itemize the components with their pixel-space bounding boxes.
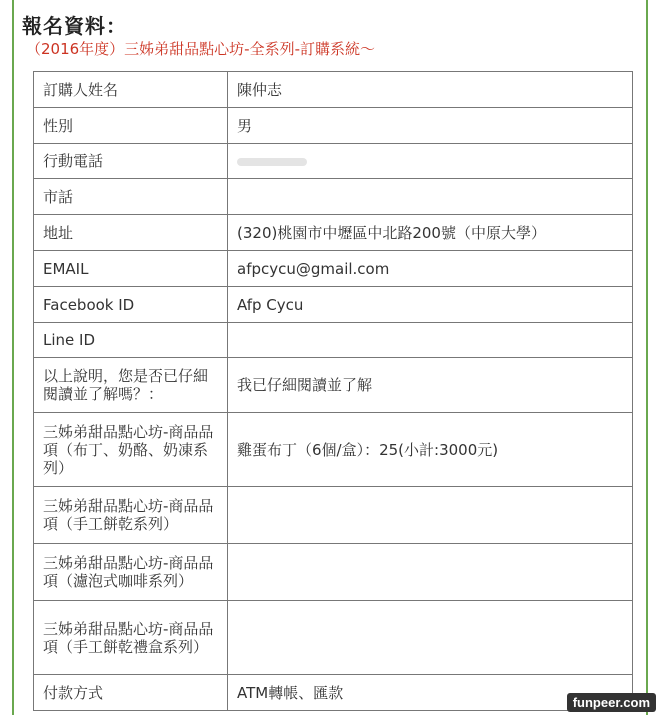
field-value: Afp Cycu bbox=[228, 287, 633, 323]
field-value: 男 bbox=[228, 108, 633, 144]
field-label: 行動電話 bbox=[34, 144, 228, 179]
table-row bbox=[34, 144, 633, 179]
field-label: 以上說明，您是否已仔細閱讀並了解嗎？： bbox=[34, 358, 228, 413]
field-value: 雞蛋布丁（6個/盒）：25(小計:3000元) bbox=[228, 413, 633, 487]
table-row bbox=[34, 675, 633, 711]
table-row bbox=[34, 108, 633, 144]
table-row bbox=[34, 215, 633, 251]
field-value-redacted bbox=[228, 144, 633, 179]
field-value: 我已仔細閱讀並了解 bbox=[228, 358, 633, 413]
field-value: ATM轉帳、匯款 bbox=[228, 675, 633, 711]
page-subtitle: （2016年度）三姊弟甜品點心坊-全系列-訂購系統～ bbox=[26, 40, 376, 58]
table-row bbox=[34, 544, 633, 601]
field-value: 陳仲志 bbox=[228, 72, 633, 108]
field-label: 付款方式 bbox=[34, 675, 228, 711]
field-value bbox=[228, 179, 633, 215]
table-row bbox=[34, 413, 633, 487]
field-label: 性別 bbox=[34, 108, 228, 144]
field-value bbox=[228, 487, 633, 544]
table-row bbox=[34, 358, 633, 413]
table-row bbox=[34, 251, 633, 287]
field-label: Facebook ID bbox=[34, 287, 228, 323]
order-details-table bbox=[33, 71, 633, 711]
table-row bbox=[34, 287, 633, 323]
table-row bbox=[34, 601, 633, 675]
field-label: 三姊弟甜品點心坊-商品品項（布丁、奶酪、奶凍系列） bbox=[34, 413, 228, 487]
field-value bbox=[228, 323, 633, 358]
field-label: 地址 bbox=[34, 215, 228, 251]
table-row bbox=[34, 179, 633, 215]
field-value bbox=[228, 544, 633, 601]
site-watermark: funpeer.com bbox=[567, 693, 656, 712]
field-label: 市話 bbox=[34, 179, 228, 215]
field-label: 三姊弟甜品點心坊-商品品項（手工餅乾禮盒系列） bbox=[34, 601, 228, 675]
table-row bbox=[34, 72, 633, 108]
field-value bbox=[228, 601, 633, 675]
field-label: Line ID bbox=[34, 323, 228, 358]
redacted-value bbox=[237, 158, 307, 166]
field-value: afpcycu@gmail.com bbox=[228, 251, 633, 287]
page-title: 報名資料： bbox=[22, 14, 127, 38]
field-label: 三姊弟甜品點心坊-商品品項（濾泡式咖啡系列） bbox=[34, 544, 228, 601]
field-label: EMAIL bbox=[34, 251, 228, 287]
field-label: 訂購人姓名 bbox=[34, 72, 228, 108]
table-row bbox=[34, 323, 633, 358]
table-row bbox=[34, 487, 633, 544]
field-label: 三姊弟甜品點心坊-商品品項（手工餅乾系列） bbox=[34, 487, 228, 544]
field-value: (320)桃園市中壢區中北路200號（中原大學） bbox=[228, 215, 633, 251]
